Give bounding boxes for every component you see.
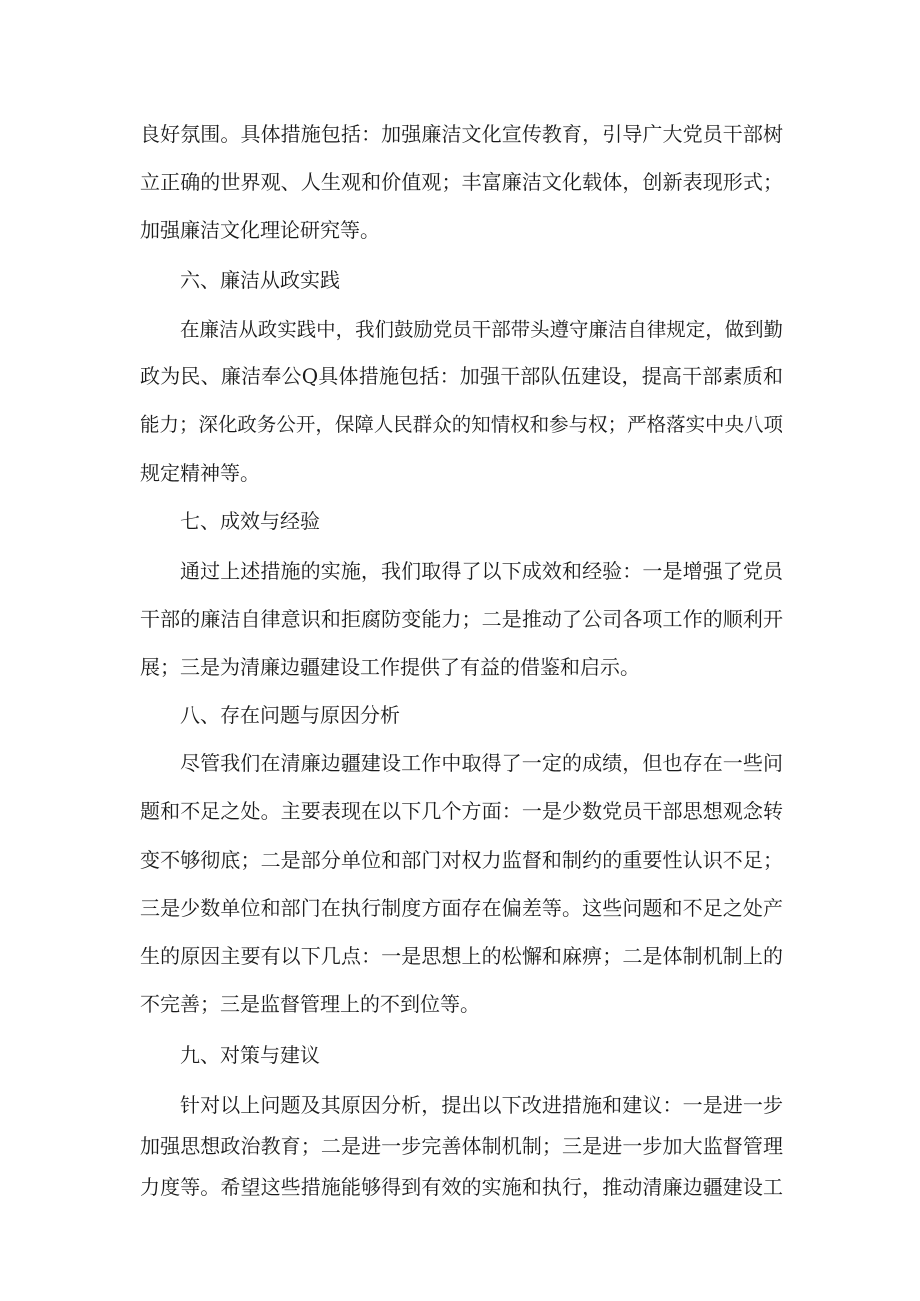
section-heading-8: 八、存在问题与原因分析 <box>180 703 400 727</box>
text-line: 通过上述措施的实施，我们取得了以下成效和经验：一是增强了党员 <box>180 559 783 583</box>
text-line: 针对以上问题及其原因分析，提出以下改进措施和建议：一是进一步 <box>180 1093 783 1117</box>
text-line: 加强思想政治教育；二是进一步完善体制机制；三是进一步加大监督管理 <box>140 1134 783 1158</box>
section-heading-9: 九、对策与建议 <box>180 1043 320 1067</box>
text-line: 良好氛围。具体措施包括：加强廉洁文化宣传教育，引导广大党员干部树 <box>140 122 783 146</box>
text-line: 尽管我们在清廉边疆建设工作中取得了一定的成绩，但也存在一些问 <box>180 751 783 775</box>
text-line: 立正确的世界观、人生观和价值观；丰富廉洁文化载体，创新表现形式； <box>140 170 783 194</box>
text-line: 力度等。希望这些措施能够得到有效的实施和执行，推动清廉边疆建设工 <box>140 1175 783 1199</box>
section-heading-6: 六、廉洁从政实践 <box>180 268 340 292</box>
text-line: 生的原因主要有以下几点：一是思想上的松懈和麻痹；二是体制机制上的 <box>140 944 783 968</box>
text-line: 不完善；三是监督管理上的不到位等。 <box>140 992 480 1016</box>
text-line: 干部的廉洁自律意识和拒腐防变能力；二是推动了公司各项工作的顺利开 <box>140 607 783 631</box>
text-line: 在廉洁从政实践中，我们鼓励党员干部带头遵守廉洁自律规定，做到勤 <box>180 318 783 341</box>
text-line: 政为民、廉洁奉公Q具体措施包括：加强干部队伍建设，提高干部素质和 <box>140 364 783 388</box>
text-line: 规定精神等。 <box>140 461 260 485</box>
section-heading-7: 七、成效与经验 <box>180 509 320 533</box>
text-line: 三是少数单位和部门在执行制度方面存在偏差等。这些问题和不足之处产 <box>140 896 783 920</box>
text-line: 能力；深化政务公开，保障人民群众的知情权和参与权；严格落实中央八项 <box>140 413 783 436</box>
text-line: 加强廉洁文化理论研究等。 <box>140 218 380 242</box>
text-line: 展；三是为清廉边疆建设工作提供了有益的借鉴和启示。 <box>140 655 640 679</box>
text-line: 题和不足之处。主要表现在以下几个方面：一是少数党员干部思想观念转 <box>140 799 783 823</box>
text-line: 变不够彻底；二是部分单位和部门对权力监督和制约的重要性认识不足； <box>140 848 783 872</box>
